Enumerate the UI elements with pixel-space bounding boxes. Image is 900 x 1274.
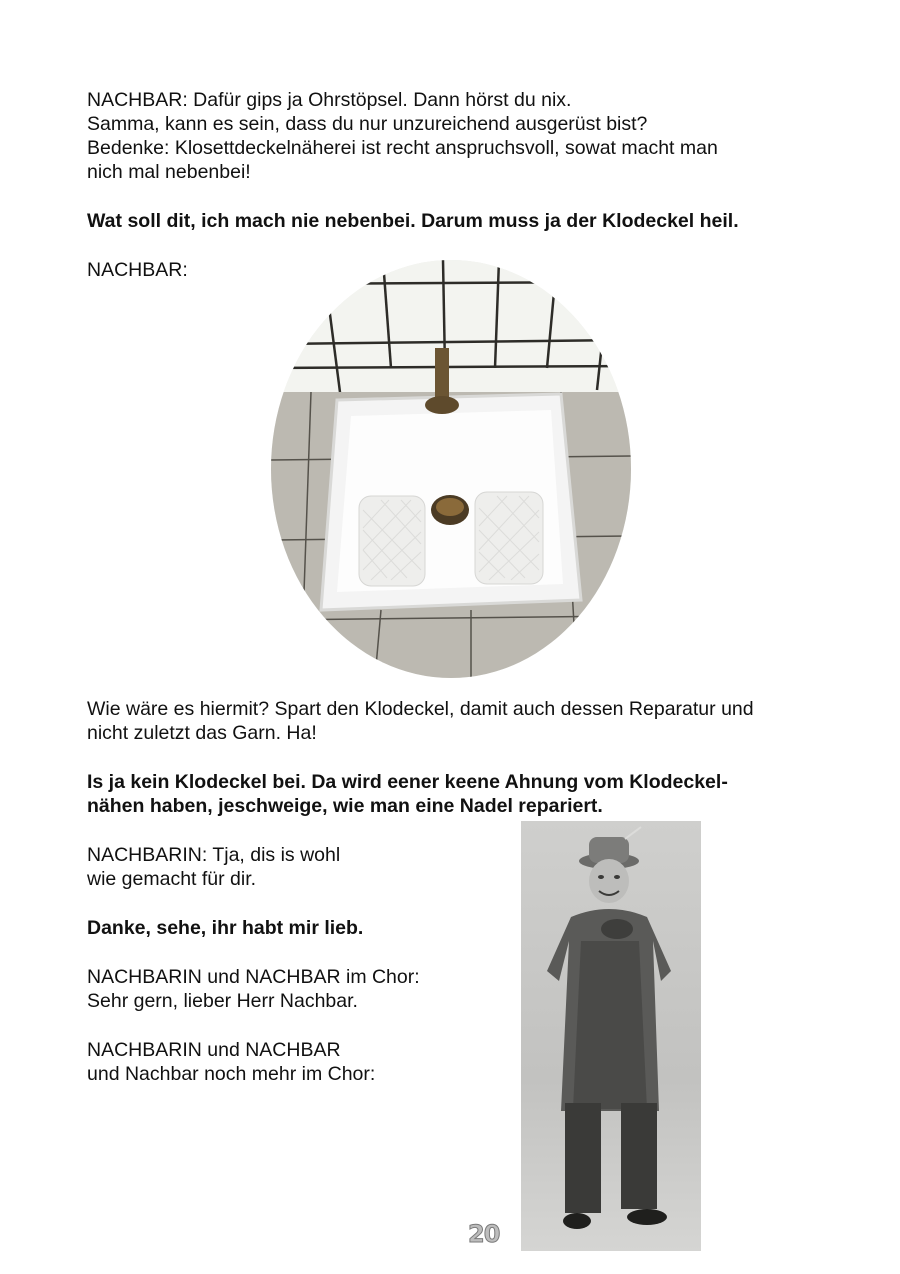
dialog-line: Samma, kann es sein, dass du nur unzureichend ausgerüst bist? [87, 113, 648, 135]
dialog-line: nich mal nebenbei! [87, 161, 251, 183]
reply-line: Wat soll dit, ich mach nie nebenbei. Darum muss ja der Klodeckel heil. [87, 210, 739, 232]
dialog-line: Wie wäre es hiermit? Spart den Klodeckel, damit auch dessen Reparatur und [87, 698, 754, 720]
dialog-line: NACHBARIN: Tja, dis is wohl [87, 844, 341, 866]
page-number: 20 [468, 1220, 500, 1248]
dialog-line: Sehr gern, lieber Herr Nachbar. [87, 990, 358, 1012]
dialog-line: NACHBARIN und NACHBAR im Chor: [87, 966, 420, 988]
dialog-line: und Nachbar noch mehr im Chor: [87, 1063, 376, 1085]
reply-line: nähen haben, jeschweige, wie man eine Nadel repariert. [87, 795, 603, 817]
dialog-line: NACHBAR: Dafür gips ja Ohrstöpsel. Dann hörst du nix. [87, 89, 572, 111]
speaker-label: NACHBAR: [87, 259, 188, 281]
dialog-line: nicht zuletzt das Garn. Ha! [87, 722, 317, 744]
dialog-line: Bedenke: Klosettdeckelnäherei ist recht anspruchsvoll, sowat macht man [87, 137, 718, 159]
reply-line: Danke, sehe, ihr habt mir lieb. [87, 917, 364, 939]
squat-toilet-photo [271, 260, 631, 678]
dialog-line: NACHBARIN und NACHBAR [87, 1039, 341, 1061]
reply-line: Is ja kein Klodeckel bei. Da wird eener keene Ahnung vom Klodeckel- [87, 771, 728, 793]
dialog-line: wie gemacht für dir. [87, 868, 257, 890]
man-in-apron-photo [521, 821, 701, 1251]
